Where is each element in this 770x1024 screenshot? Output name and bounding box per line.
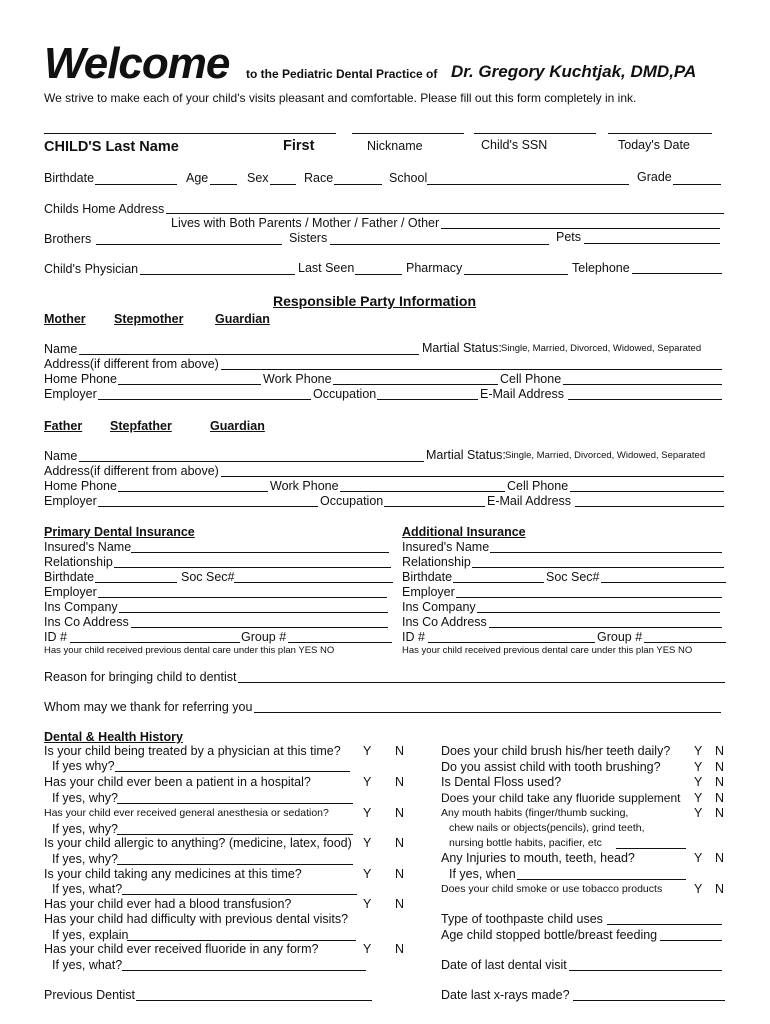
additional-relationship-label: Relationship: [402, 555, 471, 569]
welcome-heading: Welcome: [44, 39, 230, 88]
mother-email-label: E-Mail Address: [480, 387, 565, 401]
q2-followup-label: If yes, why?: [52, 791, 118, 805]
lives-with-field[interactable]: [441, 228, 720, 229]
sex-field[interactable]: [270, 184, 296, 185]
r1-yes[interactable]: Y: [694, 744, 703, 758]
q3-label: Has your child ever received general anesthesia or sedation?: [44, 807, 329, 819]
nickname-label: Nickname: [367, 139, 423, 153]
q7-label: Has your child had difficulty with previous dental visits?: [44, 912, 349, 926]
primary-insured-name-field[interactable]: [131, 552, 389, 553]
father-cell-phone-label: Cell Phone: [507, 479, 569, 493]
telephone-label: Telephone: [572, 261, 630, 275]
q1-yes[interactable]: Y: [363, 744, 372, 758]
reason-label: Reason for bringing child to dentist: [44, 670, 237, 684]
q6-yes[interactable]: Y: [363, 897, 372, 911]
father-address-label: Address(if different from above): [44, 464, 219, 478]
mother-name-label: Name: [44, 342, 78, 356]
mother-marital-options[interactable]: Single, Married, Divorced, Widowed, Separated: [501, 343, 702, 354]
additional-prior-care[interactable]: Has your child received previous dental care under this plan YES NO: [402, 645, 693, 656]
additional-group-label: Group #: [597, 630, 643, 644]
child-nickname-field[interactable]: [352, 133, 464, 134]
r5-label: Any mouth habits (finger/thumb sucking,: [441, 807, 629, 819]
physician-field[interactable]: [140, 274, 295, 275]
primary-socsec-label: Soc Sec#: [181, 570, 235, 584]
q8-label: Has your child ever received fluoride in any form?: [44, 942, 319, 956]
mother-name-field[interactable]: [79, 354, 419, 355]
primary-ins-company-field[interactable]: [119, 612, 388, 613]
father-name-label: Name: [44, 449, 78, 463]
r10-field[interactable]: [569, 970, 722, 971]
primary-id-label: ID #: [44, 630, 67, 644]
q8-yes[interactable]: Y: [363, 942, 372, 956]
additional-relationship-field[interactable]: [472, 567, 724, 568]
grade-label: Grade: [637, 170, 672, 184]
primary-group-field[interactable]: [288, 642, 392, 643]
last-seen-field[interactable]: [355, 274, 402, 275]
primary-socsec-field[interactable]: [234, 582, 393, 583]
r2-yes[interactable]: Y: [694, 760, 703, 774]
father-occupation-field[interactable]: [384, 506, 485, 507]
birthdate-label: Birthdate: [44, 171, 95, 185]
mother-address-label: Address(if different from above): [44, 357, 219, 371]
r7-yes[interactable]: Y: [694, 882, 703, 896]
additional-employer-field[interactable]: [456, 597, 722, 598]
role-stepfather[interactable]: Stepfather: [110, 419, 172, 433]
q7-followup-label: If yes, explain: [52, 928, 129, 942]
r11-field[interactable]: [573, 1000, 725, 1001]
additional-id-field[interactable]: [428, 642, 595, 643]
primary-employer-label: Employer: [44, 585, 97, 599]
q8-followup-label: If yes, what?: [52, 958, 123, 972]
r9-field[interactable]: [660, 940, 722, 941]
mother-cell-phone-label: Cell Phone: [500, 372, 562, 386]
q4-yes[interactable]: Y: [363, 836, 372, 850]
last-seen-label: Last Seen: [298, 261, 355, 275]
additional-id-label: ID #: [402, 630, 425, 644]
q5-yes[interactable]: Y: [363, 867, 372, 881]
q3-yes[interactable]: Y: [363, 806, 372, 820]
referral-field[interactable]: [254, 712, 721, 713]
r7-no[interactable]: N: [715, 882, 725, 896]
r3-yes[interactable]: Y: [694, 775, 703, 789]
child-first-label: First: [283, 138, 315, 154]
previous-dentist-field[interactable]: [136, 1000, 372, 1001]
primary-birthdate-field[interactable]: [95, 582, 177, 583]
father-home-phone-label: Home Phone: [44, 479, 117, 493]
additional-insurance-title: Additional Insurance: [402, 525, 526, 539]
q2-followup-field[interactable]: [117, 803, 353, 804]
pets-label: Pets: [556, 230, 582, 244]
r6-followup-label: If yes, when: [449, 867, 516, 881]
referral-label: Whom may we thank for referring you: [44, 700, 253, 714]
role-stepmother[interactable]: Stepmother: [114, 312, 184, 326]
additional-socsec-label: Soc Sec#: [546, 570, 600, 584]
additional-ins-co-address-label: Ins Co Address: [402, 615, 487, 629]
brothers-field[interactable]: [96, 244, 282, 245]
grade-field[interactable]: [673, 184, 721, 185]
additional-insured-name-label: Insured's Name: [402, 540, 490, 554]
pets-field[interactable]: [584, 243, 720, 244]
lives-with-label: Lives with Both Parents / Mother / Father / Other: [171, 216, 440, 230]
r6-label: Any Injuries to mouth, teeth, head?: [441, 851, 635, 865]
race-field[interactable]: [334, 184, 382, 185]
r7-label: Does your child smoke or use tobacco products: [441, 883, 663, 895]
history-title: Dental & Health History: [44, 730, 183, 744]
q6-label: Has your child ever had a blood transfusion?: [44, 897, 292, 911]
mother-home-phone-field[interactable]: [118, 384, 261, 385]
q3-followup-field[interactable]: [117, 834, 353, 835]
father-home-phone-field[interactable]: [118, 491, 268, 492]
todays-date-label: Today's Date: [618, 138, 690, 152]
responsible-party-title: Responsible Party Information: [273, 293, 477, 309]
sisters-label: Sisters: [289, 231, 328, 245]
mother-work-phone-label: Work Phone: [263, 372, 332, 386]
q4-followup-label: If yes, why?: [52, 852, 118, 866]
primary-ins-company-label: Ins Company: [44, 600, 118, 614]
r3-label: Is Dental Floss used?: [441, 775, 562, 789]
mother-cell-phone-field[interactable]: [563, 384, 722, 385]
r4-label: Does your child take any fluoride supplement: [441, 791, 681, 805]
home-address-field[interactable]: [166, 213, 724, 214]
ssn-label: Child's SSN: [481, 138, 548, 152]
r6-followup-field[interactable]: [517, 879, 686, 880]
race-label: Race: [304, 171, 334, 185]
additional-ins-co-address-field[interactable]: [489, 627, 722, 628]
r2-no[interactable]: N: [715, 760, 725, 774]
q5-followup-label: If yes, what?: [52, 882, 123, 896]
todays-date-field[interactable]: [608, 133, 712, 134]
school-label: School: [389, 171, 428, 185]
child-last-name-label: CHILD'S Last Name: [44, 139, 179, 155]
q2-no[interactable]: N: [395, 775, 405, 789]
father-work-phone-label: Work Phone: [270, 479, 339, 493]
role-father[interactable]: Father: [44, 419, 83, 433]
primary-group-label: Group #: [241, 630, 287, 644]
r1-no[interactable]: N: [715, 744, 725, 758]
q8-no[interactable]: N: [395, 942, 405, 956]
father-email-label: E-Mail Address: [487, 494, 572, 508]
additional-insured-name-field[interactable]: [490, 552, 722, 553]
additional-group-field[interactable]: [644, 642, 726, 643]
primary-insured-name-label: Insured's Name: [44, 540, 132, 554]
r9-label: Age child stopped bottle/breast feeding: [441, 928, 658, 942]
primary-birthdate-label: Birthdate: [44, 570, 95, 584]
primary-prior-care[interactable]: Has your child received previous dental care under this plan YES NO: [44, 645, 335, 656]
additional-ins-company-field[interactable]: [477, 612, 720, 613]
additional-employer-label: Employer: [402, 585, 455, 599]
home-address-label: Childs Home Address: [44, 202, 165, 216]
school-field[interactable]: [427, 184, 629, 185]
q4-followup-field[interactable]: [117, 864, 353, 865]
r5-yes[interactable]: Y: [694, 806, 703, 820]
birthdate-field[interactable]: [95, 184, 177, 185]
q5-followup-field[interactable]: [122, 894, 357, 895]
r3-no[interactable]: N: [715, 775, 725, 789]
reason-field[interactable]: [238, 682, 725, 683]
intro-text: We strive to make each of your child's visits pleasant and comfortable. Please fill out this form completely in ink.: [44, 91, 637, 105]
father-occupation-label: Occupation: [320, 494, 384, 508]
age-field[interactable]: [210, 184, 237, 185]
physician-label: Child's Physician: [44, 262, 139, 276]
mother-work-phone-field[interactable]: [333, 384, 498, 385]
primary-relationship-label: Relationship: [44, 555, 113, 569]
r6-yes[interactable]: Y: [694, 851, 703, 865]
r4-yes[interactable]: Y: [694, 791, 703, 805]
q5-label: Is your child taking any medicines at this time?: [44, 867, 302, 881]
r5-field[interactable]: [616, 848, 686, 849]
father-marital-options[interactable]: Single, Married, Divorced, Widowed, Separated: [505, 450, 706, 461]
primary-relationship-field[interactable]: [114, 567, 391, 568]
primary-id-field[interactable]: [70, 642, 240, 643]
primary-insurance-title: Primary Dental Insurance: [44, 525, 195, 539]
mother-email-field[interactable]: [568, 399, 722, 400]
r4-no[interactable]: N: [715, 791, 725, 805]
doctor-name: Dr. Gregory Kuchtjak, DMD,PA: [451, 62, 697, 81]
child-last-name-field[interactable]: [44, 133, 336, 134]
q7-followup-field[interactable]: [127, 940, 356, 941]
father-employer-field[interactable]: [98, 506, 318, 507]
previous-dentist-label: Previous Dentist: [44, 988, 136, 1002]
child-ssn-field[interactable]: [474, 133, 596, 134]
mother-home-phone-label: Home Phone: [44, 372, 117, 386]
father-employer-label: Employer: [44, 494, 97, 508]
r5-no[interactable]: N: [715, 806, 725, 820]
additional-birthdate-field[interactable]: [453, 582, 544, 583]
q2-yes[interactable]: Y: [363, 775, 372, 789]
q4-label: Is your child allergic to anything? (medicine, latex, food): [44, 836, 352, 850]
father-address-field[interactable]: [221, 476, 724, 477]
r11-label: Date last x-rays made?: [441, 988, 570, 1002]
role-guardian-mother[interactable]: Guardian: [215, 312, 270, 326]
r6-no[interactable]: N: [715, 851, 725, 865]
mother-address-field[interactable]: [221, 369, 722, 370]
telephone-field[interactable]: [632, 273, 722, 274]
q6-no[interactable]: N: [395, 897, 405, 911]
q3-no[interactable]: N: [395, 806, 405, 820]
additional-ins-company-label: Ins Company: [402, 600, 476, 614]
father-work-phone-field[interactable]: [340, 491, 505, 492]
r5-line2: chew nails or objects(pencils), grind teeth,: [449, 822, 645, 834]
r5-line3: nursing bottle habits, pacifier, etc: [449, 837, 602, 849]
role-guardian-father[interactable]: Guardian: [210, 419, 265, 433]
father-name-field[interactable]: [79, 461, 424, 462]
q1-label: Is your child being treated by a physician at this time?: [44, 744, 341, 758]
r1-label: Does your child brush his/her teeth daily?: [441, 744, 671, 758]
q1-followup-label: If yes why?: [52, 759, 115, 773]
mother-employer-label: Employer: [44, 387, 97, 401]
sex-label: Sex: [247, 171, 269, 185]
father-email-field[interactable]: [575, 506, 724, 507]
father-marital-label: Martial Status:: [426, 448, 506, 462]
sisters-field[interactable]: [330, 244, 549, 245]
r2-label: Do you assist child with tooth brushing?: [441, 760, 661, 774]
mother-marital-label: Martial Status:: [422, 341, 502, 355]
age-label: Age: [186, 171, 209, 185]
primary-employer-field[interactable]: [98, 597, 387, 598]
primary-ins-co-address-field[interactable]: [131, 627, 388, 628]
q2-label: Has your child ever been a patient in a hospital?: [44, 775, 311, 789]
r8-label: Type of toothpaste child uses: [441, 912, 603, 926]
q1-no[interactable]: N: [395, 744, 405, 758]
father-cell-phone-field[interactable]: [570, 491, 724, 492]
r10-label: Date of last dental visit: [441, 958, 567, 972]
primary-ins-co-address-label: Ins Co Address: [44, 615, 129, 629]
mother-employer-field[interactable]: [98, 399, 311, 400]
q8-followup-field[interactable]: [122, 970, 366, 971]
q1-followup-field[interactable]: [115, 771, 350, 772]
pharmacy-label: Pharmacy: [406, 261, 463, 275]
mother-occupation-label: Occupation: [313, 387, 377, 401]
role-mother[interactable]: Mother: [44, 312, 86, 326]
q3-followup-label: If yes, why?: [52, 822, 118, 836]
mother-occupation-field[interactable]: [377, 399, 478, 400]
pharmacy-field[interactable]: [464, 274, 568, 275]
practice-prefix: to the Pediatric Dental Practice of: [246, 67, 438, 81]
additional-socsec-field[interactable]: [601, 582, 726, 583]
additional-birthdate-label: Birthdate: [402, 570, 453, 584]
q5-no[interactable]: N: [395, 867, 405, 881]
r8-field[interactable]: [607, 924, 722, 925]
q4-no[interactable]: N: [395, 836, 405, 850]
brothers-label: Brothers: [44, 232, 92, 246]
